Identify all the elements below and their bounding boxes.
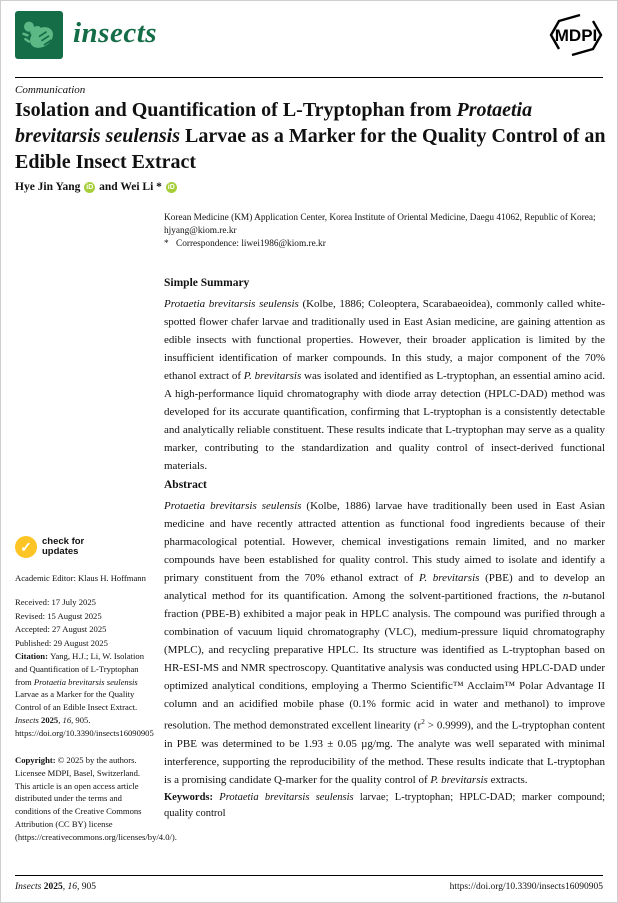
- abstract-text: Protaetia brevitarsis seulensis (Kolbe, 1886) larvae have traditionally been used in East Asian medicine and have recently attracted attention as functional food ingredients because of their pharmacological potential. However, chemical investigations remain limited, and no marker compounds have been established for quality control. This study aimed to isolate and identify a primary constituent from the 70% ethanol extract of P. brevitarsis (PBE) and to develop an analytical method for its quantification. Among the solvent-partitioned fractions, the n-butanol fraction (PBE-B) exhibited a major peak in HPLC analysis. The compound was purified through a combination of vacuum liquid chromatography (VLC), medium-pressure liquid chromatography (MPLC), and recycling preparative HPLC. Its structure was identified as L-tryptophan based on HR-ESI-MS and NMR spectroscopy. Quantitative analysis was conducted using HPLC-DAD under optimized analytical conditions, employing a Thermo Scientific™ Acclaim™ Polar Advantage II column and an acidified mobile phase (0.1% formic acid in water and methanol) to improve resolution. The method demonstrated excellent linearity $(r^2 > 0.9999)$, and the L-tryptophan content in PBE was determined to be 1.93 ± 0.05 µg/mg. The analyte was well separated with minimal interference, supporting the reproducibility of the method. These results indicate that L-tryptophan is a promising candidate Q-marker for the quality control of P. brevitarsis extracts.: [164, 500, 606, 786]
- footer-journal-ref: Insects 2025, 16, 905: [15, 882, 97, 892]
- correspondence-line: [164, 238, 605, 251]
- date-accepted: Accepted: 27 August 2025: [15, 624, 107, 635]
- authors-line: [15, 181, 178, 193]
- copyright-block: Copyright: © 2025 by the authors. Licensee MDPI, Basel, Switzerland. This article is an open access article distributed under the terms and conditions of the Creative Commons Attribution (CC BY) license (https://creativecommons.org/licenses/by/4.0/).: [15, 755, 177, 842]
- mdpi-logo: [547, 13, 605, 57]
- simple-summary-heading: Simple Summary: [164, 277, 250, 289]
- corresponding-author-mark: *: [156, 181, 162, 193]
- authors-connector: and: [99, 181, 121, 193]
- simple-summary-text: Protaetia brevitarsis seulensis (Kolbe, 1886; Coleoptera, Scarabaeoidea), commonly called white-spotted flower chafer larvae and traditionally used in East Asian medicine, are gaining attention as edible insects with functional properties. However, their broader application is limited by the insufficient identification of marker compounds. In this study, a major component of the 70% ethanol extract of P. brevitarsis was isolated and identified as L-tryptophan, an essential amino acid. A high-performance liquid chromatography with diode array detection (HPLC-DAD) method was developed for its accurate quantification, confirming that L-tryptophan is a consistently detectable and analytically reliable constituent. These results indicate that L-tryptophan may serve as a quality marker, contributing to the standardization and quality control of insect-derived functional materials.: [164, 298, 606, 472]
- check-for-updates-label: check for updates: [42, 535, 85, 557]
- svg-text:MDPI: MDPI: [554, 26, 598, 45]
- date-revised: Revised: 15 August 2025: [15, 610, 102, 621]
- footer-doi-link[interactable]: https://doi.org/10.3390/insects16090905: [449, 882, 603, 892]
- author-first: Hye Jin Yang: [15, 181, 81, 193]
- citation-block: Citation: Yang, H.J.; Li, W. Isolation and Quantification of L-Tryptophan from Protaetia brevitarsis seulensis Larvae as a Marker for the Quality Control of an Edible Insect Extract. Insects 2025, 16, 905. https://doi.org/10.3390/insects16090905: [15, 651, 154, 738]
- check-icon: ✓: [15, 536, 37, 558]
- page-title: Isolation and Quantification of L-Tryptophan from Protaetia brevitarsis seulensis Larvae as a Marker for the Quality Control of an Edible Insect Extract: [15, 99, 606, 173]
- date-published: Published: 29 August 2025: [15, 637, 108, 648]
- insect-logo-icon: [19, 15, 59, 55]
- check-for-updates-badge[interactable]: [15, 536, 84, 558]
- date-received: Received: 17 July 2025: [15, 597, 96, 607]
- keywords: Keywords: Protaetia brevitarsis seulensis larvae; L-tryptophan; HPLC-DAD; marker compound; quality control: [164, 792, 605, 819]
- abstract-heading: Abstract: [164, 479, 207, 491]
- article-type-label: Communication: [15, 84, 86, 96]
- article-dates: [15, 596, 151, 650]
- footer-rule: [15, 875, 603, 876]
- correspondence-text: Correspondence: liwei1986@kiom.re.kr: [176, 239, 326, 249]
- correspondence-marker: *: [164, 239, 169, 249]
- journal-logo: [15, 11, 63, 59]
- author-second: Wei Li: [120, 181, 154, 193]
- header-rule: [15, 77, 603, 78]
- orcid-icon[interactable]: iD: [167, 184, 175, 191]
- orcid-icon[interactable]: iD: [86, 184, 94, 191]
- journal-name: insects: [73, 17, 158, 49]
- affiliation: Korean Medicine (KM) Application Center, Korea Institute of Oriental Medicine, Daegu 41062, Republic of Korea; hjyang@kiom.re.kr: [164, 213, 596, 236]
- academic-editor: Academic Editor: Klaus H. Hoffmann: [15, 573, 146, 583]
